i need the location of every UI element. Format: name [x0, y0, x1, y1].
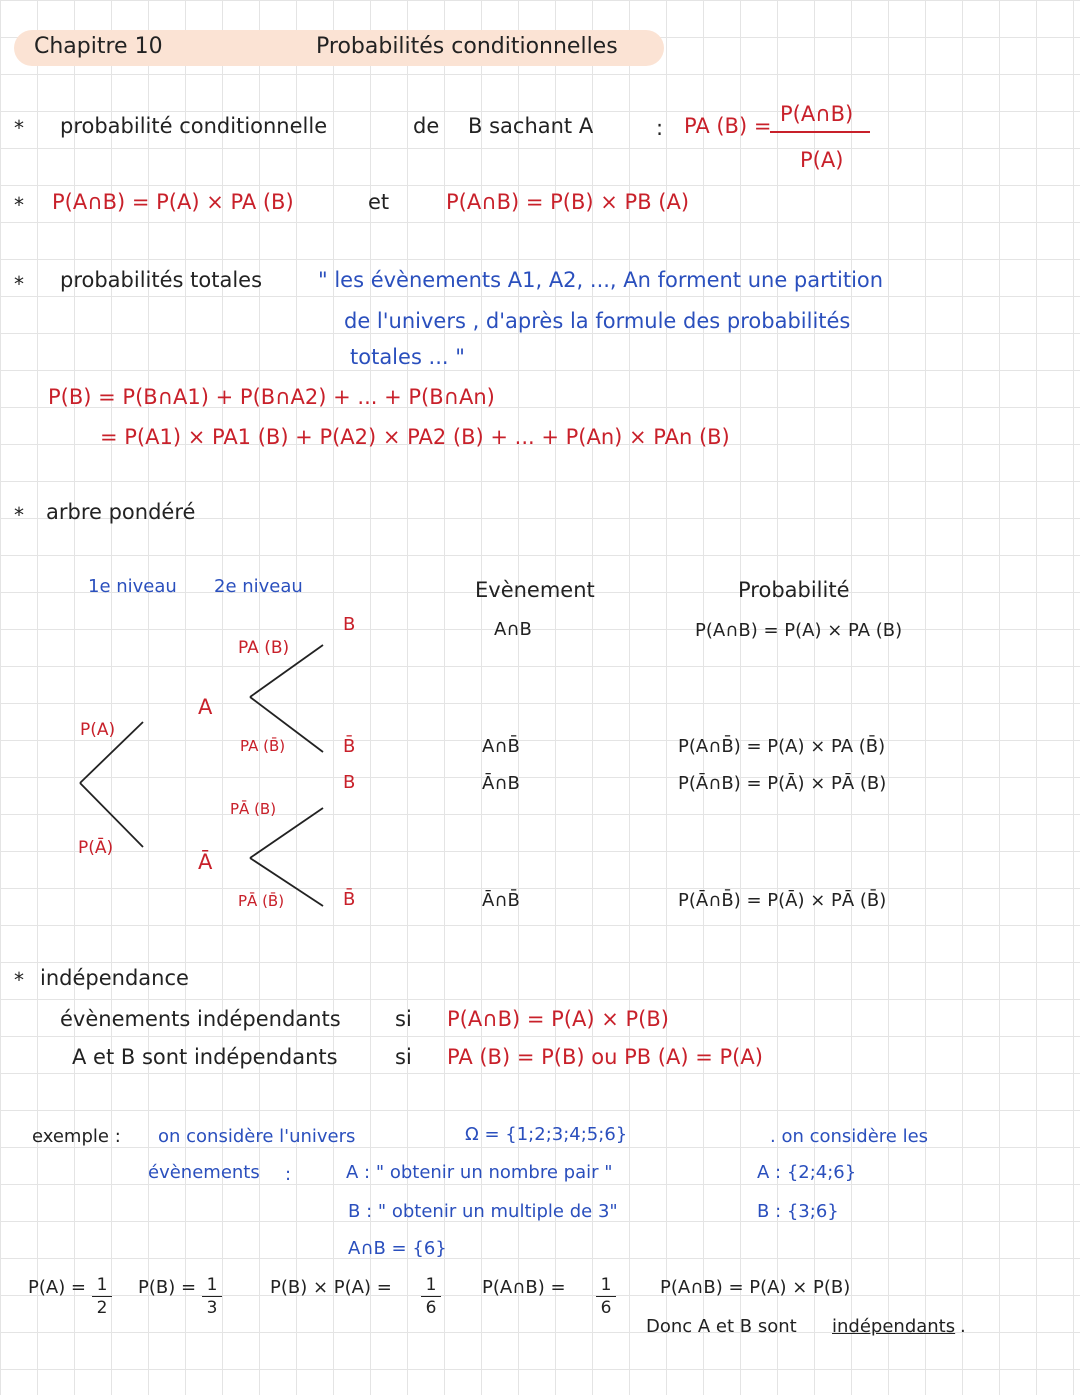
product-et: et [368, 190, 390, 214]
bullet-5: * [14, 968, 24, 992]
tree-label-p-abar: P(Ā) [78, 838, 114, 858]
independance-label: indépendance [40, 966, 189, 990]
tree-node-abar: Ā [198, 850, 213, 874]
tree-label-pabar-bbar: PĀ (B̄) [238, 892, 285, 910]
example-pa-denominator: 2 [96, 1298, 108, 1318]
tree-prob-4: P(Ā∩B̄) = P(Ā) × PĀ (B̄) [678, 890, 887, 911]
tree-leaf-b-1: B [343, 614, 356, 635]
example-pab-numerator: 1 [596, 1277, 616, 1297]
bullet-3: * [14, 272, 24, 296]
tree-leaf-b-2: B [343, 772, 356, 793]
tree-level-1: 1e niveau [88, 576, 177, 597]
tree-leaf-bbar-1: B̄ [343, 736, 356, 757]
independance-line-2-text: A et B sont indépendants [72, 1045, 338, 1069]
bullet-2: * [14, 193, 24, 217]
tree-event-4: Ā∩B̄ [482, 890, 520, 911]
tree-event-2: A∩B̄ [482, 736, 520, 757]
tree-leaf-bbar-2: B̄ [343, 889, 356, 910]
example-conclusion-2-dot: . [960, 1316, 966, 1337]
example-label: exemple : [32, 1126, 121, 1147]
example-b-definition: B : " obtenir un multiple de 3" [348, 1201, 618, 1222]
example-product-fraction [421, 1277, 441, 1317]
tree-node-a: A [198, 695, 213, 719]
example-product-lhs: P(B) × P(A) = [270, 1277, 392, 1298]
conditional-denominator: P(A) [800, 148, 844, 172]
example-conclusion-2-start: Donc A et B sont [646, 1316, 797, 1337]
example-events-colon: : [285, 1164, 292, 1185]
total-quote-line-3: totales ... " [350, 345, 465, 369]
tree-label-pabar-b: PĀ (B) [230, 800, 277, 818]
tree-prob-2: P(A∩B̄) = P(A) × PA (B̄) [678, 736, 886, 757]
independance-line-1-si: si [395, 1007, 412, 1031]
total-quote-line-1: " les évènements A1, A2, ..., An forment une partition [318, 268, 884, 292]
independance-line-2-formula: PA (B) = P(B) ou PB (A) = P(A) [447, 1045, 763, 1069]
conditional-label: probabilité conditionnelle [60, 114, 328, 138]
tree-prob-3: P(Ā∩B) = P(Ā) × PĀ (B) [678, 773, 887, 794]
example-pb-fraction [202, 1277, 222, 1317]
independance-line-2-si: si [395, 1045, 412, 1069]
example-a-set: A : {2;4;6} [757, 1162, 857, 1183]
independance-line-1-text: évènements indépendants [60, 1007, 341, 1031]
example-pb-lhs: P(B) = [138, 1277, 197, 1298]
tree-label-pa-b: PA (B) [238, 638, 290, 658]
example-events-word: évènements [148, 1162, 260, 1183]
tree-label-p-a: P(A) [80, 720, 116, 740]
example-pb-numerator: 1 [202, 1277, 222, 1297]
tree-event-1: A∩B [494, 619, 532, 640]
bullet-4: * [14, 503, 24, 527]
example-pa-lhs: P(A) = [28, 1277, 87, 1298]
total-label: probabilités totales [60, 268, 263, 292]
tree-column-probability: Probabilité [738, 578, 850, 602]
conditional-colon: : [656, 116, 664, 140]
example-product-numerator: 1 [421, 1277, 441, 1297]
independance-line-1-formula: P(A∩B) = P(A) × P(B) [447, 1007, 669, 1031]
page-title: Probabilités conditionnelles [316, 34, 618, 59]
example-intro-2: . on considère les [770, 1126, 929, 1147]
example-b-set: B : {3;6} [757, 1201, 839, 1222]
tree-label-pa-bbar: PA (B̄) [240, 737, 286, 755]
bullet-1: * [14, 116, 24, 140]
example-a-definition: A : " obtenir un nombre pair " [346, 1162, 613, 1183]
total-formula-1: P(B) = P(B∩A1) + P(B∩A2) + ... + P(B∩An) [48, 385, 495, 409]
conditional-de: de [413, 114, 440, 138]
example-conclusion-2-end: indépendants [832, 1316, 956, 1337]
conditional-numerator: P(A∩B) [780, 102, 854, 126]
example-pab-fraction [596, 1277, 616, 1317]
total-formula-2: = P(A1) × PA1 (B) + P(A2) × PA2 (B) + ... + P(An) × PAn (B) [100, 425, 730, 449]
tree-level-2: 2e niveau [214, 576, 303, 597]
product-formula-2: P(A∩B) = P(B) × PB (A) [446, 190, 690, 214]
example-product-denominator: 6 [425, 1298, 437, 1318]
tree-column-event: Evènement [475, 578, 595, 602]
product-formula-1: P(A∩B) = P(A) × PA (B) [52, 190, 294, 214]
example-intro: on considère l'univers [158, 1126, 356, 1147]
chapter-label: Chapitre 10 [34, 34, 163, 59]
tree-title: arbre pondéré [46, 500, 196, 524]
conditional-text: B sachant A [468, 114, 594, 138]
example-intersection: A∩B = {6} [348, 1238, 447, 1259]
tree-prob-1: P(A∩B) = P(A) × PA (B) [695, 620, 903, 641]
example-conclusion-1: P(A∩B) = P(A) × P(B) [660, 1277, 851, 1298]
example-pa-numerator: 1 [92, 1277, 112, 1297]
example-pb-denominator: 3 [206, 1298, 218, 1318]
tree-event-3: Ā∩B [482, 773, 520, 794]
conditional-lhs: PA (B) = [684, 114, 772, 138]
example-pab-lhs: P(A∩B) = [482, 1277, 566, 1298]
example-univers: Ω = {1;2;3;4;5;6} [465, 1124, 628, 1145]
total-quote-line-2: de l'univers , d'après la formule des probabilités [344, 309, 851, 333]
example-pa-fraction [92, 1277, 112, 1317]
example-pab-denominator: 6 [600, 1298, 612, 1318]
